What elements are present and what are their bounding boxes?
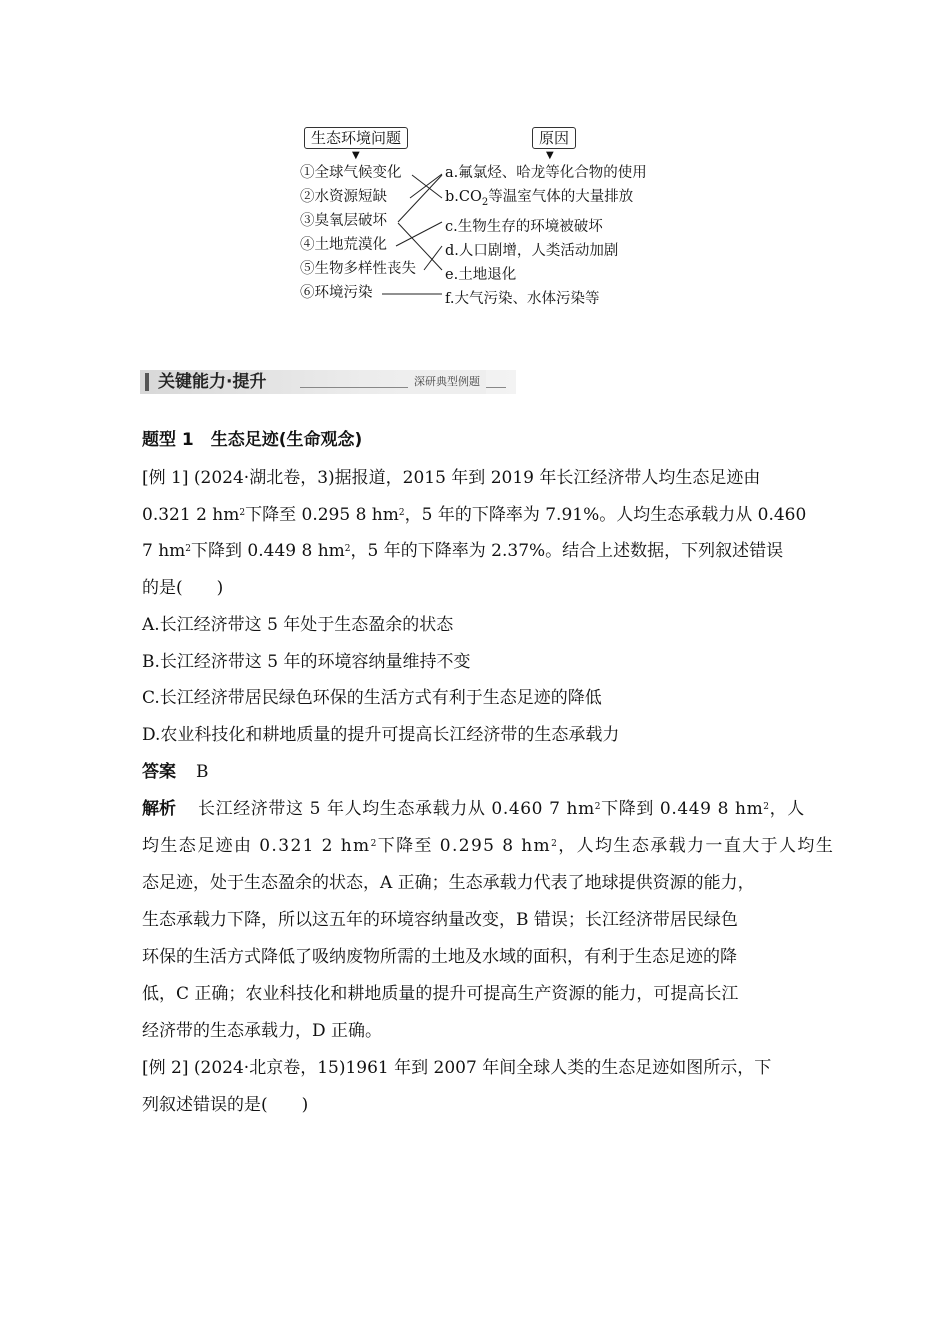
analysis-label: 解析: [142, 799, 176, 819]
cause-item: a.氟氯烃、哈龙等化合物的使用: [445, 165, 647, 181]
example1-line: 的是( ): [142, 578, 224, 598]
example1-line: 0.321 2 $hm^2$下降至 0.295 8 $hm^2$，5 年的下降率为 7.91%。人均生态承载力从 0.460: [142, 505, 807, 525]
analysis-line: 态足迹，处于生态盈余的状态，A 正确；生态承载力代表了地球提供资源的能力，: [142, 873, 755, 893]
topic-heading: 题型 1 生态足迹(生命观念): [142, 430, 363, 450]
example2-line: [例 2] (2024·北京卷，15)1961 年到 2007 年间全球人类的生态足迹如图所示，下: [142, 1058, 772, 1078]
causes-header: 原因: [532, 127, 576, 149]
analysis-line: 经济带的生态承载力，D 正确。: [142, 1021, 383, 1041]
problem-item: ①全球气候变化: [300, 165, 402, 181]
cause-list: [445, 161, 647, 311]
answer-line: [142, 758, 209, 786]
option-b: B.长江经济带这 5 年的环境容纳量维持不变: [142, 652, 471, 672]
problem-cause-diagram: [300, 125, 660, 310]
option-a: A.长江经济带这 5 年处于生态盈余的状态: [142, 615, 454, 635]
option-d: D.农业科技化和耕地质量的提升可提高长江经济带的生态承载力: [142, 725, 620, 745]
cause-item: e.土地退化: [445, 266, 517, 283]
cause-item: $b.CO_2$等温室气体的大量排放: [445, 189, 634, 208]
analysis-line: 生态承载力下降，所以这五年的环境容纳量改变，B 错误；长江经济带居民绿色: [142, 910, 738, 930]
section-marker: [145, 373, 149, 391]
down-arrow-icon: ▼: [352, 150, 360, 161]
analysis-line: 低，C 正确；农业科技化和耕地质量的提升可提高生产资源的能力，可提高长江: [142, 984, 739, 1004]
answer-label: 答案: [142, 762, 176, 782]
section-subtitle: 深研典型例题: [408, 370, 486, 394]
example2-line: 列叙述错误的是( ): [142, 1095, 309, 1115]
problem-item: ⑥环境污染: [300, 285, 373, 301]
analysis-line: 均生态足迹由 0.321 2 $hm^2$下降至 0.295 8 $hm^2$，人均生态承载力一直大于人均生: [142, 836, 835, 856]
section-title: 关键能力·提升: [158, 372, 267, 392]
cause-item: d.人口剧增，人类活动加剧: [445, 242, 619, 259]
problem-item: ②水资源短缺: [300, 189, 387, 205]
example1-line: 7 $hm^2$下降到 0.449 8 $hm^2$，5 年的下降率为 2.37%。结合上述数据，下列叙述错误: [142, 541, 784, 561]
problem-item: ⑤生物多样性丧失: [300, 261, 416, 277]
analysis-line: 环保的生活方式降低了吸纳废物所需的土地及水域的面积，有利于生态足迹的降: [142, 947, 737, 967]
problems-header: 生态环境问题: [304, 127, 408, 149]
down-arrow-icon: ▼: [546, 150, 554, 161]
section-header: [140, 370, 516, 394]
problem-item: ③臭氧层破坏: [300, 213, 387, 229]
analysis-line: 解析 长江经济带这 5 年人均生态承载力从 0.460 7 $hm^2$下降到 0.449 8 $hm^2$，人: [142, 799, 805, 819]
option-c: C.长江经济带居民绿色环保的生活方式有利于生态足迹的降低: [142, 688, 602, 708]
cause-item: f.大气污染、水体污染等: [445, 290, 600, 307]
answer-value: B: [196, 762, 209, 782]
example1-line: [例 1] (2024·湖北卷，3)据报道，2015 年到 2019 年长江经济带人均生态足迹由: [142, 468, 761, 488]
problem-item: ④土地荒漠化: [300, 237, 387, 253]
cause-item: c.生物生存的环境被破坏: [445, 218, 603, 235]
